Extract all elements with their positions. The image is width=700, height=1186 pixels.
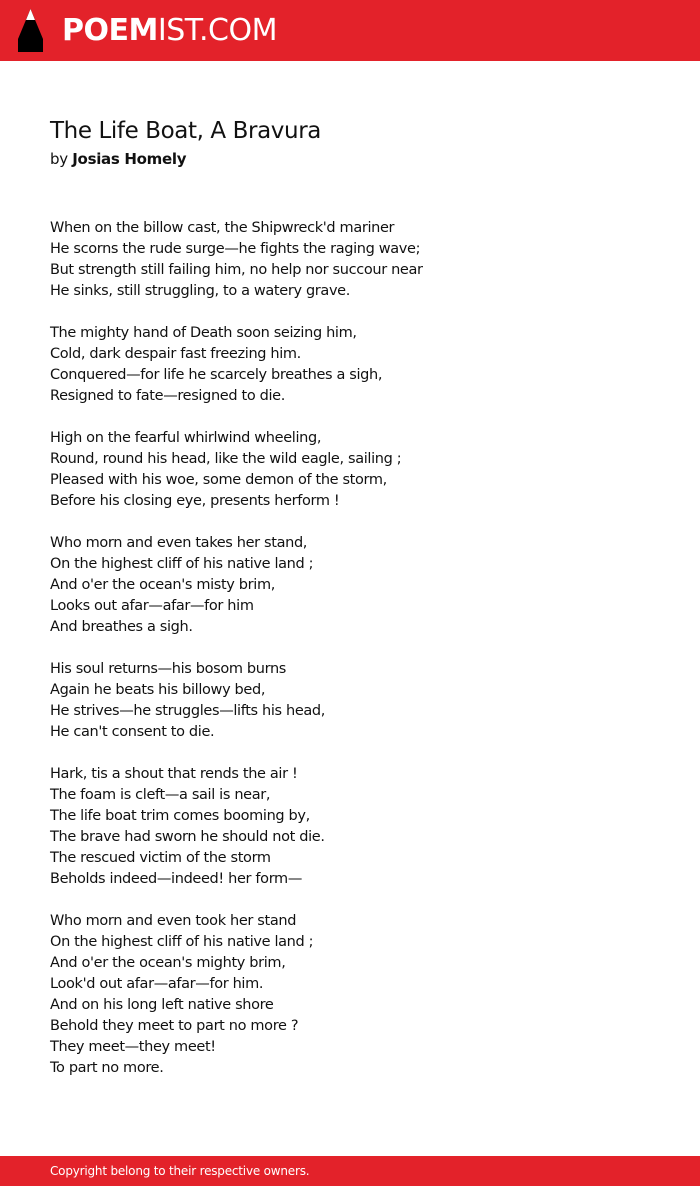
poem-line: The life boat trim comes booming by, (50, 808, 310, 824)
stanza (50, 911, 650, 1079)
poem-line: Conquered—for life he scarcely breathes a sigh, (50, 367, 383, 383)
poem-line: Again he beats his billowy bed, (50, 682, 266, 698)
poem-line: The foam is cleft—a sail is near, (50, 787, 271, 803)
poem-line: Beholds indeed—indeed! her form— (50, 871, 302, 887)
poem-line: He strives—he struggles—lifts his head, (50, 703, 326, 719)
poem-line: Who morn and even took her stand (50, 913, 297, 929)
poem-line: The brave had sworn he should not die. (50, 829, 325, 845)
poem-line: Resigned to fate—resigned to die. (50, 388, 285, 404)
poem-line: Hark, tis a shout that rends the air ! (50, 766, 298, 782)
poem-line: The mighty hand of Death soon seizing him, (50, 325, 357, 341)
poem-title: The Life Boat, A Bravura (50, 118, 321, 144)
brand-light: IST.COM (157, 13, 277, 48)
poem-line: Behold they meet to part no more ? (50, 1018, 299, 1034)
poem-line: And on his long left native shore (50, 997, 274, 1013)
copyright-text: Copyright belong to their respective owners. (50, 1164, 310, 1178)
poem-line: High on the fearful whirlwind wheeling, (50, 430, 322, 446)
poem-line: Before his closing eye, presents herform ! (50, 493, 340, 509)
poem-line: He sinks, still struggling, to a watery grave. (50, 283, 351, 299)
author-name[interactable]: Josias Homely (72, 150, 187, 168)
poem-line: His soul returns—his bosom burns (50, 661, 287, 677)
poem-line: To part no more. (50, 1060, 164, 1076)
brand-bold: POEM (62, 13, 158, 48)
byline (50, 148, 186, 170)
poem-line: He can't consent to die. (50, 724, 215, 740)
site-logo-text[interactable] (62, 11, 277, 51)
stanza (50, 659, 650, 743)
poem-line: Pleased with his woe, some demon of the storm, (50, 472, 387, 488)
stanza (50, 218, 650, 302)
site-footer (0, 1156, 700, 1186)
poem-line: Cold, dark despair fast freezing him. (50, 346, 301, 362)
poem-line: And o'er the ocean's misty brim, (50, 577, 275, 593)
poem-line: Who morn and even takes her stand, (50, 535, 308, 551)
poem-line: The rescued victim of the storm (50, 850, 271, 866)
stanza (50, 323, 650, 407)
poem-line: On the highest cliff of his native land ; (50, 556, 314, 572)
stanza (50, 764, 650, 890)
poem-line: Looks out afar—afar—for him (50, 598, 254, 614)
site-header (0, 0, 700, 61)
poem-line: On the highest cliff of his native land ; (50, 934, 314, 950)
pencil-tip-icon[interactable] (18, 9, 43, 52)
poem-body (50, 218, 650, 1100)
by-label: by (50, 150, 68, 168)
stanza (50, 533, 650, 638)
poem-line: And o'er the ocean's mighty brim, (50, 955, 286, 971)
poem-line: Look'd out afar—afar—for him. (50, 976, 264, 992)
poem-line: They meet—they meet! (50, 1039, 216, 1055)
poem-line: But strength still failing him, no help nor succour near (50, 262, 423, 278)
stanza (50, 428, 650, 512)
poem-line: When on the billow cast, the Shipwreck'd mariner (50, 220, 395, 236)
poem-line: And breathes a sigh. (50, 619, 193, 635)
poem-line: Round, round his head, like the wild eagle, sailing ; (50, 451, 402, 467)
poem-line: He scorns the rude surge—he fights the raging wave; (50, 241, 421, 257)
